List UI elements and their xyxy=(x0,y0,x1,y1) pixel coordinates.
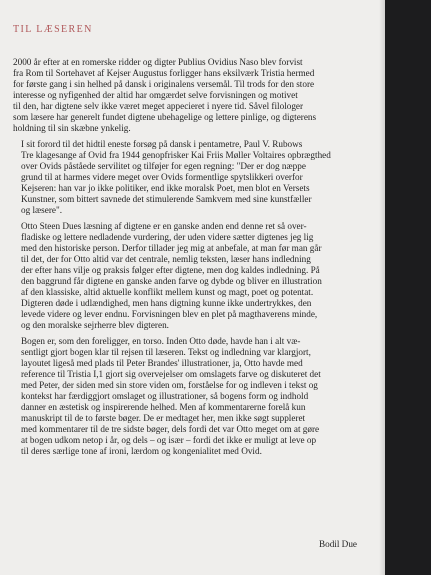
section-title: TIL LÆSEREN xyxy=(13,24,93,35)
text-line: Kunstner, som bittert savnede det stimulerende Samkvem med sine kunstfæller xyxy=(21,194,312,204)
text-line: Tre klagesange af Ovid fra 1944 genopfrisker Kai Friis Møller Voltaires opbrægthed xyxy=(21,150,331,160)
text-line: holdning til sin skæbne ynkelig. xyxy=(13,123,131,133)
text-line: med Peter, der siden med sin store viden om, forståelse for og indleven i tekst og xyxy=(21,380,318,390)
text-line: reference til Tristia I,1 gjort sig overvejelser om omslagets farve og diskuteret det xyxy=(21,369,321,379)
body-text xyxy=(13,57,359,462)
text-line: interesse og nyfigenhed der altid har omgærdet selve forvisningen og motivet xyxy=(13,90,298,100)
text-line: med kommentarer til de tre sidste bøger, dels fordi det var Otto meget om at gøre xyxy=(21,424,320,434)
paragraph-2 xyxy=(13,139,359,216)
text-line: manuskript til de to første bøger. De er medtaget her, men ikke søgt suppleret xyxy=(21,413,306,423)
text-line: danner en æstetisk og inspirerende helhed. Men af kommentarerne forelå kun xyxy=(21,402,306,412)
text-line: og den moralske sejrherre blev digteren. xyxy=(21,320,169,330)
text-line: for første gang i sin helhed på dansk i originalens versemål. Til trods for den store xyxy=(13,79,315,89)
text-line: til den, har digtene selv ikke været meget appecieret i nyere tid. Såvel filologer xyxy=(13,101,304,111)
text-line: der efter hans vilje og praksis følger efter digtene, men dog kaldes indledning. På xyxy=(21,265,320,275)
text-line: kontekst har færdiggjort omslaget og illustrationer, så bogens form og indhold xyxy=(21,391,309,401)
text-line: den baggrund får digtene en ganske anden farve og dybde og bliver en illustration xyxy=(21,276,322,286)
text-line: 2000 år efter at en romerske ridder og digter Publius Ovidius Naso blev forvist xyxy=(13,57,303,67)
text-line: til det, der for Otto altid var det centrale, nemlig teksten, læser hans indledning xyxy=(21,254,311,264)
text-line: af den klassiske, altid aktuelle konflikt mellem kunst og magt, poet og potentat. xyxy=(21,287,314,297)
text-line: Kejseren: han var jo ikke politiker, end ikke moralsk Poet, men blot en Versets xyxy=(21,183,310,193)
text-line: fra Rom til Sortehavet af Kejser Augustus forligger hans eksilværk Tristia hermed xyxy=(13,68,315,78)
text-line: som læsere har generelt fundet digtene ubehagelige og lettere pinlige, og digterens xyxy=(13,112,317,122)
text-line: over Ovids påståede servilitet og tilføjer for egen regning: "Der er dog næppe xyxy=(21,161,306,171)
text-line: at bogen udkom netop i år, og dels – og især – fordi det ikke er muligt at leve op xyxy=(21,435,317,445)
text-line: sentligt gjort bogen klar til rejsen til læseren. Tekst og indledning var klargjort, xyxy=(21,347,311,357)
text-line: I sit forord til det hidtil eneste forsøg på dansk i pentametre, Paul V. Rubows xyxy=(21,139,303,149)
paragraph-4 xyxy=(13,336,359,457)
text-line: layoutet ligeså med plads til Peter Brandes' illustrationer, ja, Otto havde med xyxy=(21,358,303,368)
text-line: Bogen er, som den foreligger, en torso. Inden Otto døde, havde han i alt væ- xyxy=(21,336,301,346)
text-line: til deres særlige tone af ironi, lærdom og kongenialitet med Ovid. xyxy=(21,446,262,456)
text-line: og læsere". xyxy=(21,205,63,215)
paragraph-3 xyxy=(13,221,359,331)
text-line: med den historiske person. Derfor tillader jeg mig at anbefale, at man før man går xyxy=(21,243,322,253)
text-line: grund til at harmes videre meget over Ovids formentlige spytslikkeri overfor xyxy=(21,172,303,182)
text-line: fladiske og lettere nedladende vurdering, der uden videre sætter digtenes jeg lig xyxy=(21,232,314,242)
text-line: Otto Steen Dues læsning af digtene er en ganske anden end denne ret så over- xyxy=(21,221,307,231)
signature: Bodil Due xyxy=(318,539,357,549)
text-line: levede videre og lever endnu. Forvisningen blev en plet på magthaverens minde, xyxy=(21,309,318,319)
text-line: Digteren døde i udlændighed, men hans digtning kunne ikke undertrykkes, den xyxy=(21,298,312,308)
paragraph-1 xyxy=(13,57,359,134)
